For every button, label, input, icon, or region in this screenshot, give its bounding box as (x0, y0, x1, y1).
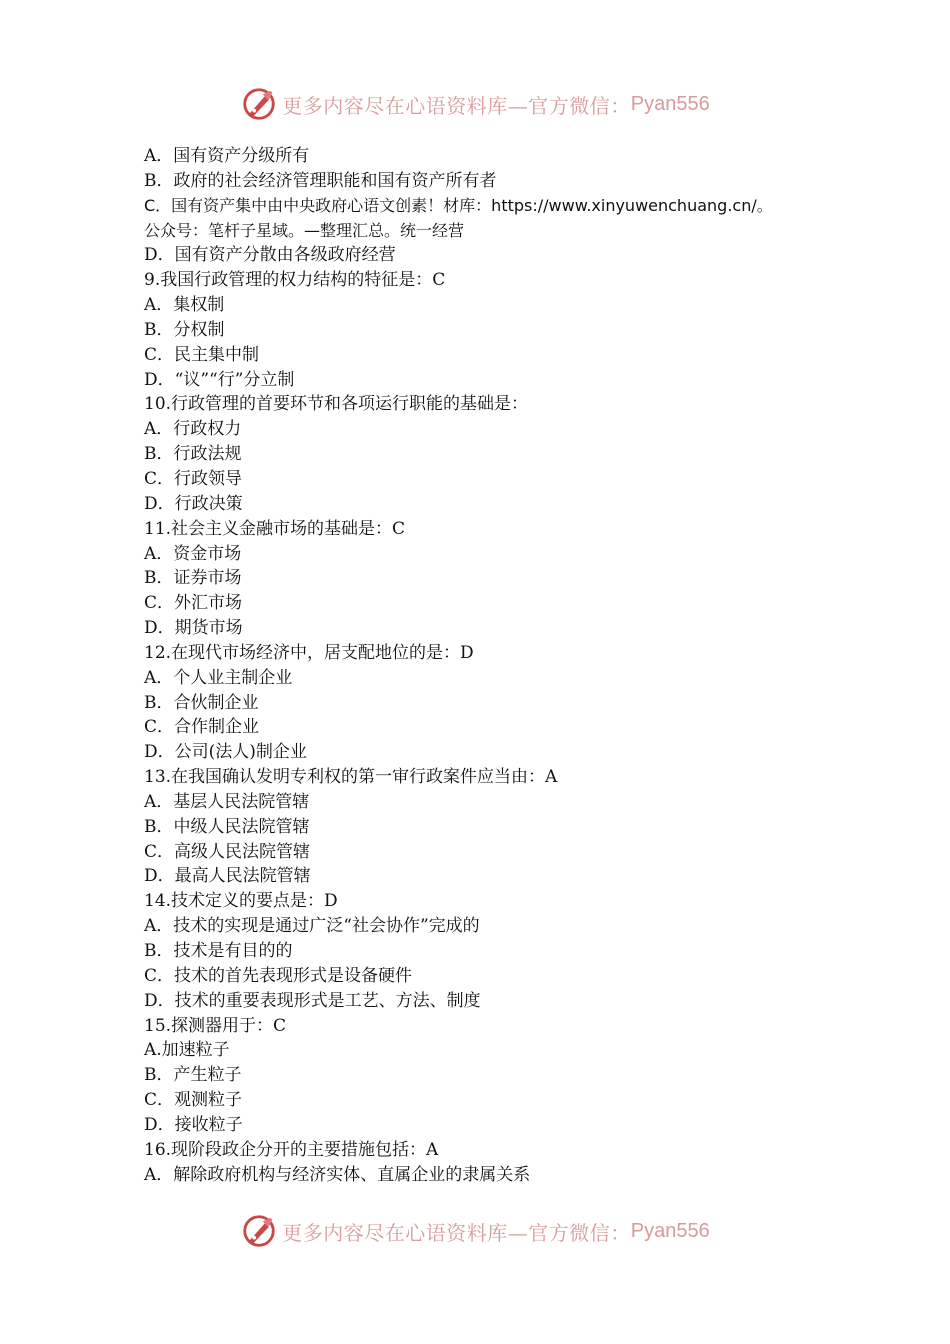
text-line: B．证券市场 (144, 568, 242, 589)
text-line: D．技术的重要表现形式是工艺、方法、制度 (144, 990, 481, 1011)
text-line: D．接收粒子 (144, 1114, 243, 1135)
text-line: C．观测粒子 (144, 1090, 243, 1111)
document-body (144, 144, 844, 1187)
text-line: A．基层人民法院管辖 (144, 791, 310, 812)
text-line: 公众号：笔杆子星域。—整理汇总。统一经营 (144, 220, 465, 240)
text-line: A．行政权力 (144, 419, 242, 440)
text-line: A．集权制 (144, 295, 225, 316)
text-line: A．国有资产分级所有 (144, 146, 310, 166)
text-line: C．高级人民法院管辖 (144, 841, 311, 862)
text-line: D．国有资产分散由各级政府经营 (144, 245, 396, 266)
text-line: D．最高人民法院管辖 (144, 866, 311, 887)
banner-wechat-id: Pyan556 (630, 92, 710, 115)
text-line: D．公司(法人)制企业 (144, 742, 307, 763)
text-line: A．资金市场 (144, 543, 242, 564)
text-line: B．政府的社会经济管理职能和国有资产所有者 (144, 170, 497, 191)
pen-nib-logo-icon (240, 1212, 278, 1250)
question-line: 13.在我国确认发明专利权的第一审行政案件应当由：A (144, 767, 558, 788)
text-line: C．外汇市场 (144, 593, 243, 614)
text-line: B．合伙制企业 (144, 692, 259, 713)
text-line: A．个人业主制企业 (144, 667, 293, 688)
text-line: C．技术的首先表现形式是设备硬件 (144, 965, 413, 986)
question-line: 12.在现代市场经济中，居支配地位的是：D (144, 642, 474, 663)
question-line: 10.行政管理的首要环节和各项运行职能的基础是： (144, 394, 529, 415)
question-line: 15.探测器用于：C (144, 1015, 287, 1036)
text-line: B．行政法规 (144, 444, 242, 465)
text-line: B．中级人民法院管辖 (144, 816, 310, 837)
text-line: A.加速粒子 (144, 1040, 230, 1061)
question-line: 9.我国行政管理的权力结构的特征是：C (144, 270, 446, 291)
banner-wechat-id: Pyan556 (630, 1219, 710, 1242)
question-line: 11.社会主义金融市场的基础是：C (144, 518, 406, 539)
banner-text: 更多内容尽在心语资料库—官方微信： (282, 1220, 631, 1245)
text-line: B．技术是有目的的 (144, 941, 293, 961)
text-line: B．产生粒子 (144, 1065, 242, 1086)
header-banner (0, 84, 950, 124)
text-line: D．行政决策 (144, 493, 243, 514)
text-line: C．合作制企业 (144, 717, 260, 738)
question-line: 14.技术定义的要点是：D (144, 891, 338, 912)
banner-text: 更多内容尽在心语资料库—官方微信： (282, 93, 631, 118)
text-line: C．行政领导 (144, 468, 243, 489)
text-line: C．国有资产集中由中央政府心语文创素！材库：https://www.xinyuwenchuang.cn/。 (144, 195, 773, 215)
question-line: 16.现阶段政企分开的主要措施包括：A (144, 1139, 439, 1160)
text-line: D．“议”“行”分立制 (144, 369, 295, 390)
footer-banner (0, 1211, 950, 1251)
text-line: C．民主集中制 (144, 344, 260, 365)
text-line: D．期货市场 (144, 618, 243, 639)
pen-nib-logo-icon (240, 85, 278, 123)
text-line: A．技术的实现是通过广泛“社会协作”完成的 (144, 916, 480, 937)
text-line: A．解除政府机构与经济实体、直属企业的隶属关系 (144, 1164, 531, 1185)
text-line: B．分权制 (144, 319, 225, 340)
